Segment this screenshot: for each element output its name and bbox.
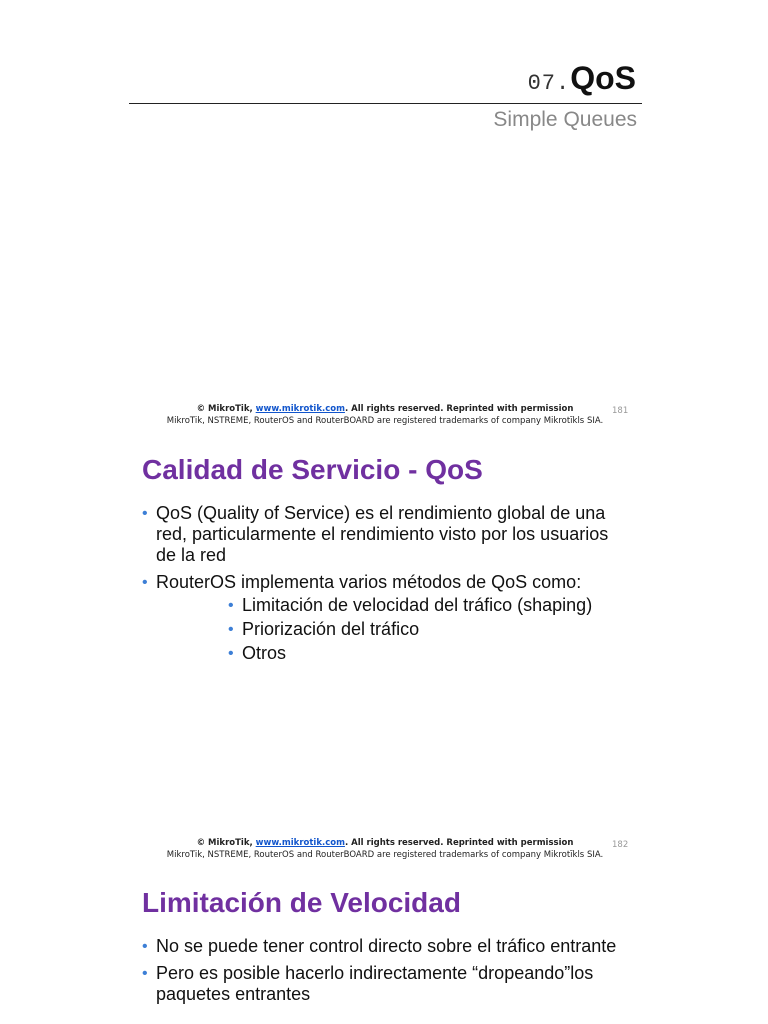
bullet-icon: • xyxy=(228,597,234,614)
slide-footer-182 xyxy=(130,837,640,861)
slide-footer-181 xyxy=(130,403,640,427)
list-item xyxy=(228,619,632,640)
bullet-list xyxy=(142,503,632,670)
list-item xyxy=(142,936,632,957)
footer-copyright-line xyxy=(130,403,640,415)
bullet-text: QoS (Quality of Service) es el rendimiento global de una red, particularmente el rendimiento visto por los usuarios de la red xyxy=(156,503,609,565)
footer-copyright-line xyxy=(130,837,640,849)
bullet-list xyxy=(142,936,632,1011)
footer-trademark: MikroTik, NSTREME, RouterOS and RouterBOARD are registered trademarks of company Mikrotīkls SIA. xyxy=(166,416,604,426)
section-heading xyxy=(528,60,636,97)
bullet-text: Otros xyxy=(242,643,287,663)
section-number: 07. xyxy=(527,71,571,96)
header-divider xyxy=(129,103,642,104)
bullet-icon: • xyxy=(142,938,148,955)
page-number: 182 xyxy=(612,840,629,850)
bullet-text: Priorización del tráfico xyxy=(242,619,420,639)
footer-link[interactable]: www.mikrotik.com xyxy=(255,404,345,414)
slide-title: Calidad de Servicio - QoS xyxy=(142,454,483,485)
bullet-icon: • xyxy=(228,621,234,638)
footer-copyright: © MikroTik, xyxy=(196,404,256,414)
bullet-icon: • xyxy=(142,505,148,522)
slide-title: Limitación de Velocidad xyxy=(142,887,461,918)
footer-link[interactable]: www.mikrotik.com xyxy=(255,838,345,848)
bullet-text: Pero es posible hacerlo indirectamente “dropeando”los paquetes entrantes xyxy=(156,963,594,1004)
page-number: 181 xyxy=(612,406,629,416)
bullet-text: No se puede tener control directo sobre el tráfico entrante xyxy=(156,936,617,956)
sub-bullet-list xyxy=(228,595,632,664)
list-item xyxy=(228,595,632,616)
bullet-icon: • xyxy=(142,965,148,982)
list-item xyxy=(228,643,632,664)
section-subtitle: Simple Queues xyxy=(493,108,637,131)
footer-rights: . All rights reserved. Reprinted with permission xyxy=(344,838,574,848)
bullet-text: RouterOS implementa varios métodos de QoS como: xyxy=(156,572,582,592)
bullet-text: Limitación de velocidad del tráfico (shaping) xyxy=(242,595,593,615)
section-title: QoS xyxy=(570,60,636,96)
footer-rights: . All rights reserved. Reprinted with permission xyxy=(344,404,574,414)
bullet-icon: • xyxy=(142,574,148,591)
footer-copyright: © MikroTik, xyxy=(196,838,256,848)
bullet-icon: • xyxy=(228,645,234,662)
list-item xyxy=(142,503,632,566)
list-item xyxy=(142,572,632,664)
list-item xyxy=(142,963,632,1005)
footer-trademark: MikroTik, NSTREME, RouterOS and RouterBOARD are registered trademarks of company Mikrotīkls SIA. xyxy=(166,850,604,860)
